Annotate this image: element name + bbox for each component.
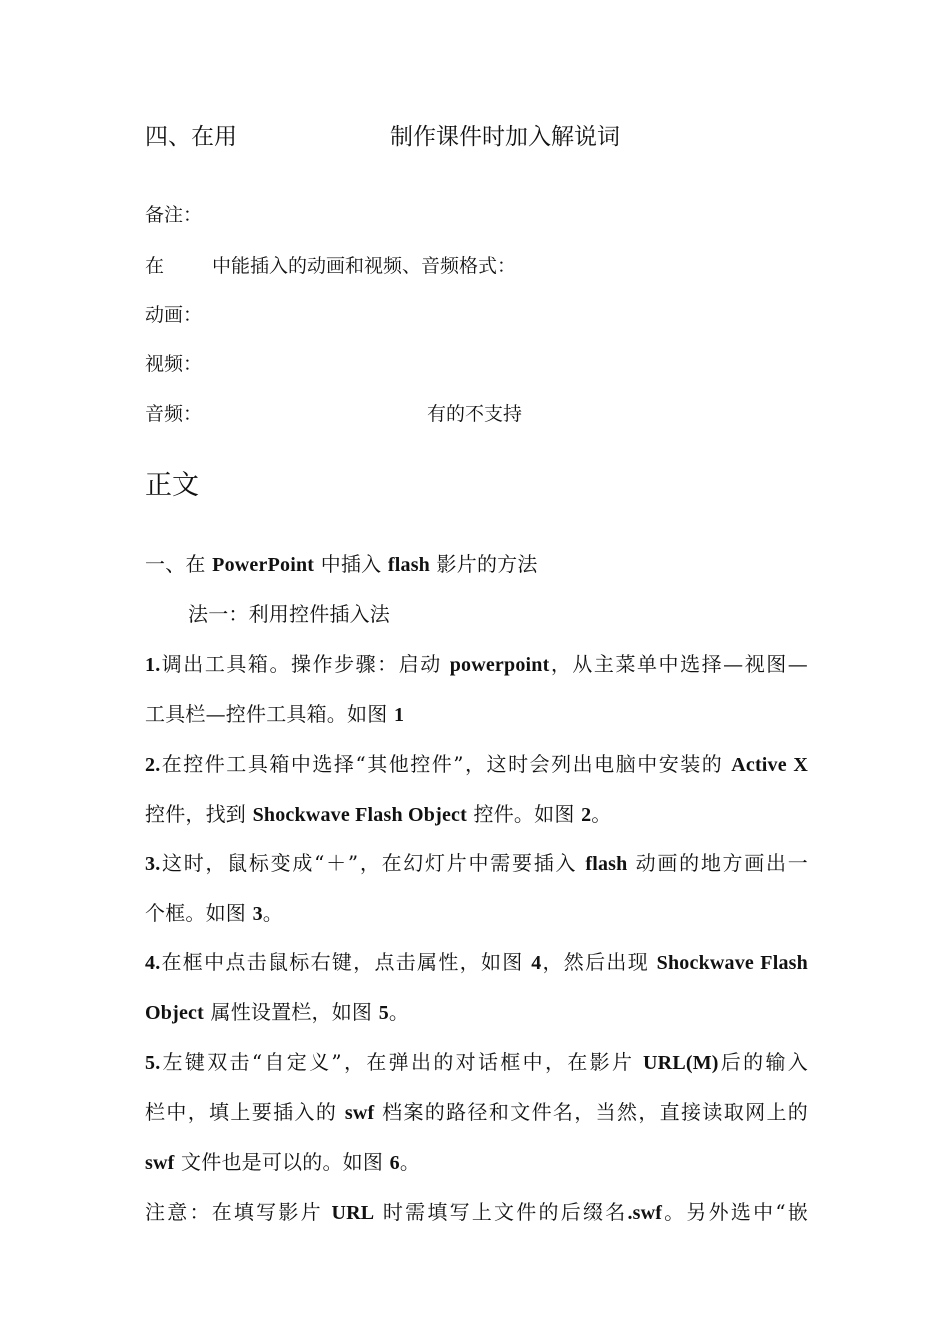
section-four-part1: 四、在用: [145, 124, 237, 150]
text-span: 控件。如图: [466, 802, 582, 826]
text-span-bold: 4: [531, 952, 542, 974]
text-span: 动画的地方画出一: [627, 851, 808, 875]
text-span-bold: 5.: [145, 1052, 161, 1074]
text-span: 。: [388, 1000, 410, 1024]
notes-audio-tail: 有的不支持: [427, 403, 523, 425]
text-span-bold: 6: [389, 1152, 400, 1174]
text-span: 。另外选中“嵌: [662, 1200, 808, 1224]
text-span: 在控件工具箱中选择“其他控件”，这时会列出电脑中安装的: [160, 752, 732, 776]
text-span: ，然后出现: [541, 950, 657, 974]
text-span-bold: 3.: [145, 853, 161, 875]
text-span-bold: 4.: [145, 952, 161, 974]
text-span-bold: URL: [331, 1202, 375, 1224]
text-span: 。: [262, 901, 283, 925]
body-line-11: [145, 1046, 808, 1075]
text-span: 中插入: [314, 552, 388, 576]
body-line-8: [145, 897, 283, 926]
text-span-bold: Shockwave Flash: [656, 952, 808, 974]
text-span: 调出工具箱。操作步骤：启动: [160, 652, 450, 676]
text-span: 。: [591, 802, 612, 826]
body-line-4: [145, 698, 404, 727]
text-span: 个框。如图: [145, 901, 253, 925]
text-span: 在框中点击鼠标右键，点击属性，如图: [160, 950, 532, 974]
text-span-bold: 5: [378, 1002, 389, 1024]
text-span: 这时，鼠标变成“＋”，在幻灯片中需要插入: [160, 851, 586, 875]
text-span: 属性设置栏，如图: [203, 1000, 379, 1024]
text-span: 。: [399, 1150, 421, 1174]
body-line-5: [145, 748, 808, 777]
text-span: 文件也是可以的。如图: [174, 1150, 390, 1174]
text-span-bold: 1.: [145, 654, 161, 676]
body-line-7: [145, 847, 808, 876]
text-span: 注意：在填写影片: [145, 1200, 332, 1224]
body-heading: 正文: [145, 470, 199, 501]
text-span: 工具栏—控件工具箱。如图: [145, 702, 394, 726]
notes-animation: 动画：: [145, 304, 203, 326]
body-line-1: [145, 548, 538, 577]
section-four-part2: 制作课件时加入解说词: [390, 124, 620, 150]
body-line-14: [145, 1196, 808, 1225]
body-line-10: [145, 996, 409, 1025]
text-span-bold: flash: [387, 554, 430, 576]
body-line-12: [145, 1096, 808, 1125]
text-span-bold: flash: [585, 853, 628, 875]
text-span-bold: 2: [581, 804, 592, 826]
text-span-bold: PowerPoint: [212, 554, 315, 576]
formats-pre: 在: [145, 255, 165, 277]
formats-post: 中能插入的动画和视频、音频格式：: [212, 255, 517, 277]
text-span-bold: swf: [344, 1102, 375, 1124]
text-span-bold: URL(M): [643, 1052, 719, 1074]
body-line-13: [145, 1146, 420, 1175]
notes-audio: 音频：: [145, 403, 203, 425]
body-line-2: 法一：利用控件插入法: [188, 602, 390, 626]
text-span-bold: powerpoint: [449, 654, 550, 676]
text-span: 栏中，填上要插入的: [145, 1100, 345, 1124]
text-span: 后的输入: [718, 1050, 808, 1074]
text-span-bold: Object: [145, 1002, 204, 1024]
body-line-3: [145, 648, 808, 677]
notes-label: 备注：: [145, 204, 203, 226]
text-span: ，从主菜单中选择—视图—: [549, 652, 808, 676]
text-span: 影片的方法: [430, 552, 538, 576]
text-span-bold: 1: [393, 704, 405, 726]
body-line-6: [145, 798, 612, 827]
text-span-bold: 3: [252, 903, 263, 925]
body-line-9: [145, 946, 808, 975]
text-span-bold: swf: [145, 1152, 175, 1174]
text-span: 控件，找到: [145, 802, 253, 826]
text-span: 左键双击“自定义”，在弹出的对话框中，在影片: [160, 1050, 644, 1074]
text-span-bold: .swf: [627, 1202, 663, 1224]
text-span: 时需填写上文件的后缀名: [374, 1200, 628, 1224]
text-span-bold: Active X: [731, 754, 809, 776]
text-span: 一、在: [145, 552, 213, 576]
text-span-bold: Shockwave Flash Object: [252, 804, 467, 826]
text-span-bold: 2.: [145, 754, 161, 776]
text-span: 档案的路径和文件名，当然，直接读取网上的: [374, 1100, 808, 1124]
notes-video: 视频：: [145, 353, 203, 375]
